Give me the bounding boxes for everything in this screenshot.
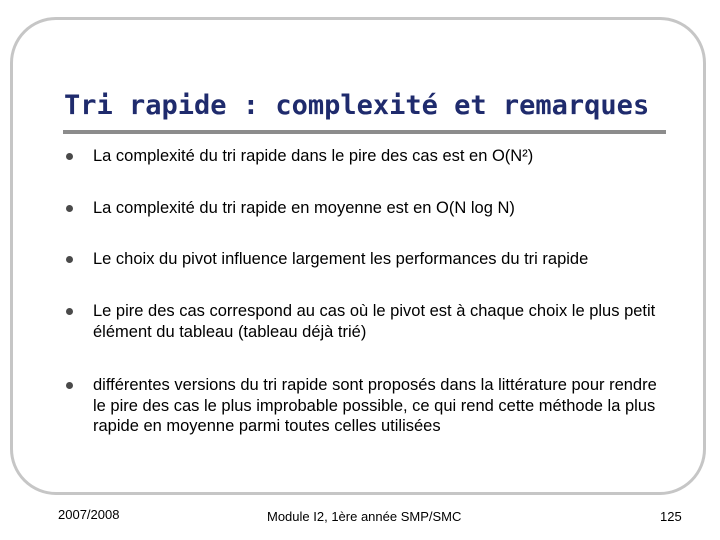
title-underline: [63, 130, 666, 134]
bullet-dot-icon: [66, 256, 73, 263]
slide-title: Tri rapide : complexité et remarques: [64, 90, 650, 121]
footer-page-number: 125: [660, 509, 682, 524]
bullet-text: Le pire des cas correspond au cas où le pivot est à chaque choix le plus petit élément du tableau (tableau déjà trié): [93, 302, 656, 341]
bullet-dot-icon: [66, 153, 73, 160]
bullet-text: Le choix du pivot influence largement les performances du tri rapide: [93, 250, 589, 268]
bullet-text: La complexité du tri rapide en moyenne est en O(N log N): [93, 199, 515, 217]
bullet-dot-icon: [66, 308, 73, 315]
bullet-item: [66, 375, 716, 437]
footer-date: 2007/2008: [58, 507, 120, 522]
bullet-text: La complexité du tri rapide dans le pire des cas est en O(N²): [93, 147, 534, 165]
bullet-text: différentes versions du tri rapide sont proposés dans la littérature pour rendre le pire des cas le plus improbable possible, ce qui rend cette méthode la plus rapide en moyenne parmi toutes celles utilisées: [93, 376, 657, 435]
bullet-item: [66, 301, 716, 342]
footer-module: Module I2, 1ère année SMP/SMC: [267, 509, 462, 524]
bullet-item: [66, 146, 716, 167]
bullet-item: [66, 249, 716, 270]
bullet-item: [66, 198, 716, 219]
bullet-dot-icon: [66, 205, 73, 212]
bullet-dot-icon: [66, 382, 73, 389]
